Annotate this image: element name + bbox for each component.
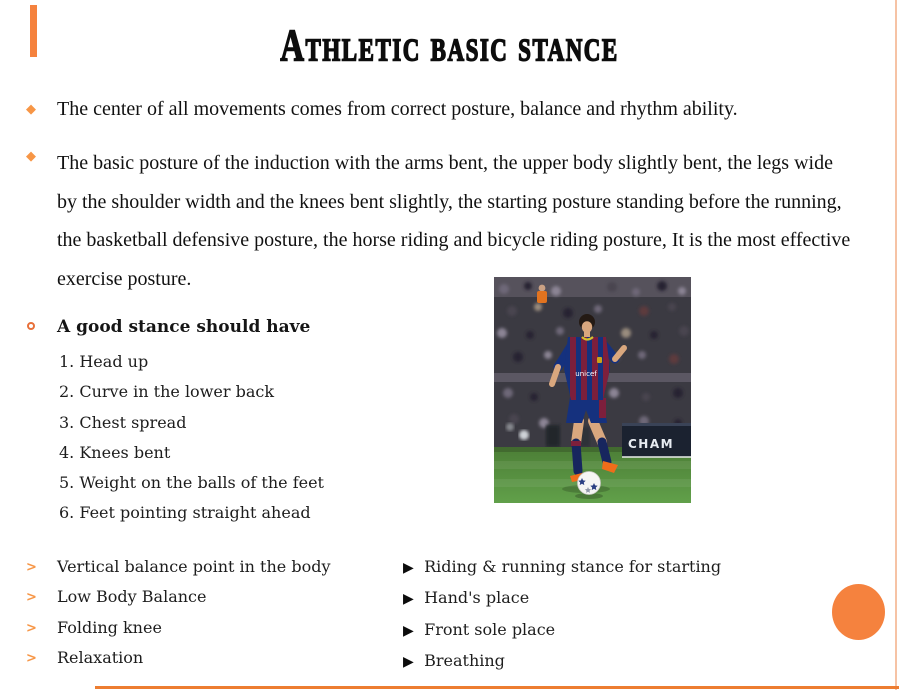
ring-bullet-icon — [27, 322, 35, 330]
good-stance-list — [59, 347, 324, 529]
numbered-item: 6. Feet pointing straight ahead — [59, 503, 311, 523]
decorative-circle — [832, 584, 885, 640]
board-text: CHAM — [628, 437, 675, 451]
numbered-item: 4. Knees bent — [59, 442, 171, 462]
slide-title: Athletic basic stance — [280, 22, 619, 72]
numbered-item: 5. Weight on the balls of the feet — [59, 473, 324, 493]
right-edge-accent-line — [895, 0, 897, 690]
numbered-item: 2. Curve in the lower back — [59, 382, 275, 402]
chevron-bullet-icon: > — [26, 590, 37, 606]
chevron-bullet-icon: > — [26, 620, 37, 636]
player-photo-art — [494, 277, 691, 503]
triangle-bullet-icon: ▶ — [403, 591, 414, 608]
chevron-bullet-icon: > — [26, 560, 37, 575]
stance-list — [403, 552, 803, 678]
diamond-bullet-icon: ◆ — [26, 149, 36, 164]
balance-list — [26, 552, 396, 674]
diamond-bullet-icon: ◆ — [26, 102, 36, 117]
player-photo — [494, 277, 691, 503]
list-item-label: Riding & running stance for starting — [424, 557, 722, 576]
triangle-bullet-icon: ▶ — [403, 560, 414, 576]
list-item-label: Breathing — [424, 651, 505, 671]
list-item — [26, 552, 396, 582]
list-item-label: Relaxation — [57, 648, 144, 668]
ad-board — [622, 423, 691, 458]
list-item — [26, 582, 396, 612]
triangle-bullet-icon: ▶ — [403, 654, 414, 671]
numbered-item: 3. Chest spread — [59, 412, 187, 432]
list-item-label: Front sole place — [424, 619, 556, 639]
list-item-label: Hand's place — [424, 588, 530, 608]
chevron-bullet-icon: > — [26, 651, 37, 667]
shirt-text: unicef — [575, 370, 597, 378]
good-stance-heading: A good stance should have — [57, 317, 311, 337]
list-item — [403, 615, 803, 646]
triangle-bullet-icon: ▶ — [403, 622, 414, 639]
list-item-label: Low Body Balance — [57, 587, 207, 607]
list-item-label: Vertical balance point in the body — [57, 557, 331, 576]
list-item — [26, 613, 396, 643]
list-item — [403, 646, 803, 677]
list-item — [26, 643, 396, 673]
list-item — [403, 583, 803, 614]
bottom-edge-accent-line — [95, 686, 899, 689]
list-item-label: Folding knee — [57, 617, 162, 637]
list-item — [403, 552, 803, 583]
paragraph-basic-posture: The basic posture of the induction with the arms bent, the upper body slightly bent, the legs wide by the shoulder width and the knees bent slightly, the starting posture standing before the running, the basketball defensive posture, the horse riding and bicycle riding posture, It is the most effective exercise posture. — [57, 152, 851, 290]
paragraph-posture-center: The center of all movements comes from correct posture, balance and rhythm ability. — [57, 98, 738, 120]
numbered-item: 1. Head up — [59, 352, 149, 371]
